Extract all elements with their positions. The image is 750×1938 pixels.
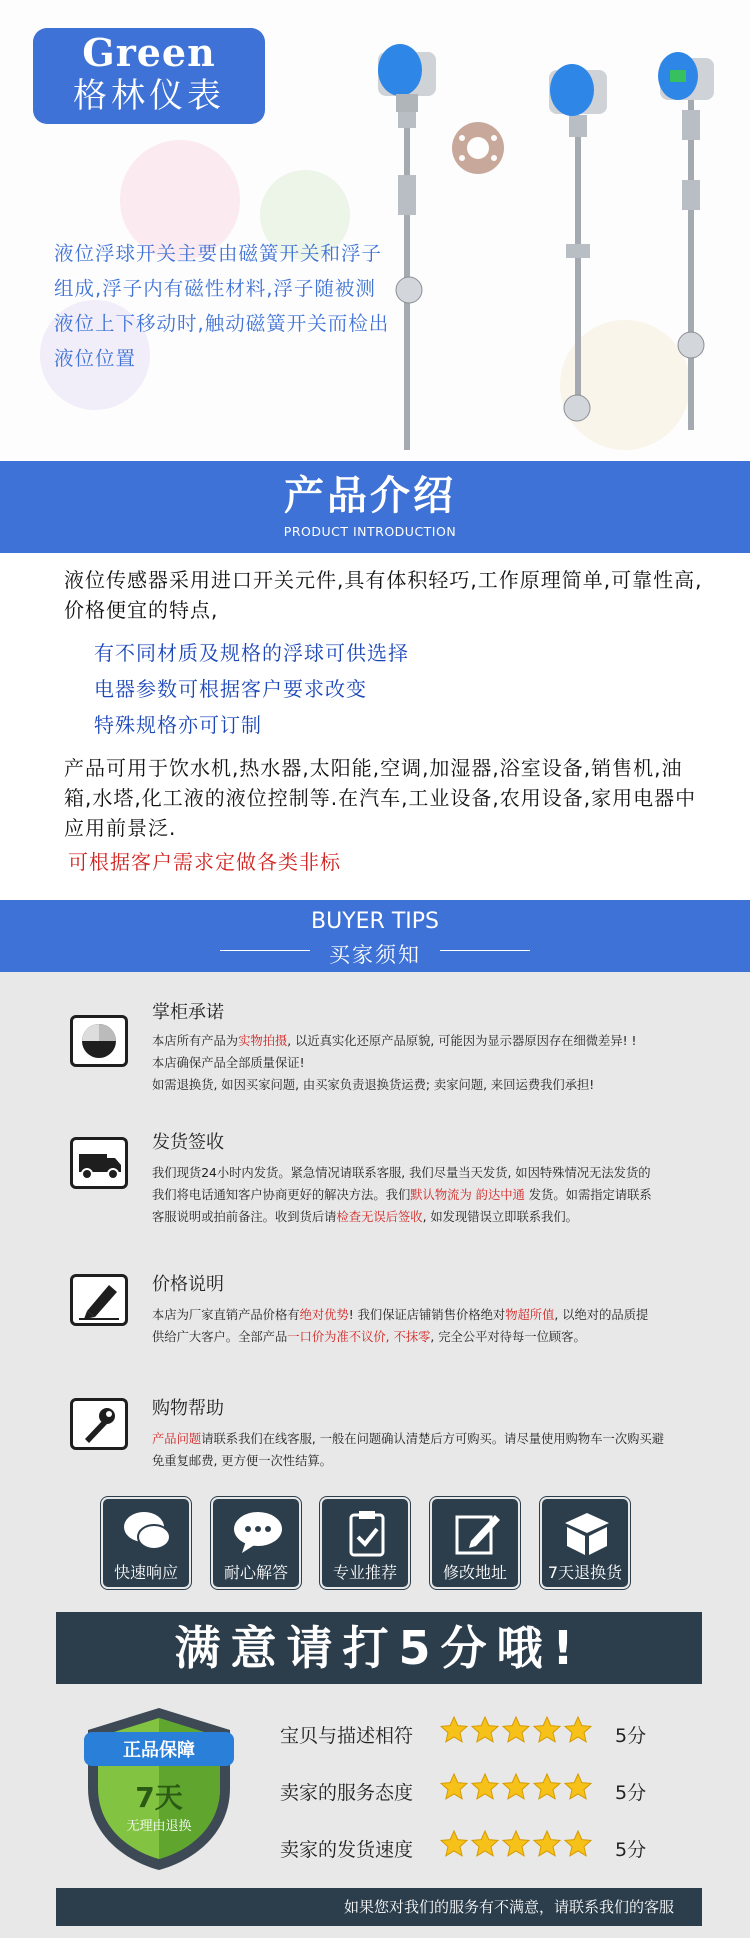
tip-text-segment: , 以近真实化还原产品原貌, 可能因为显示器原因存在细微差异! ! xyxy=(287,1034,637,1048)
highlight-text: 检查无误后签收 xyxy=(336,1210,423,1224)
star-icon xyxy=(441,1831,467,1856)
highlight-text: 物超所值 xyxy=(505,1308,555,1322)
service-return xyxy=(540,1497,630,1589)
tip-line xyxy=(152,1428,712,1450)
pen-icon xyxy=(70,1274,128,1326)
rating-banner: 满意请打5分哦! xyxy=(56,1612,702,1684)
shield-top-text: 正品保障 xyxy=(123,1740,195,1761)
float-switch-2 xyxy=(549,64,607,421)
star-icon xyxy=(503,1717,529,1742)
footer-contact-note: 如果您对我们的服务有不满意，请联系我们的客服 xyxy=(56,1888,702,1926)
tip-text-segment: 如需退换货, 如因买家问题, 由买家负责退换货运费; 卖家问题, 来回运费我们承担! xyxy=(152,1078,595,1092)
intro-header-cn: 产品介绍 xyxy=(284,473,456,519)
pie-chart-icon xyxy=(70,1015,128,1067)
rating-label: 卖家的发货速度 xyxy=(280,1839,414,1861)
brand-name-cn: 格林仪表 xyxy=(73,76,225,116)
highlight-text: 绝对优势 xyxy=(299,1308,349,1322)
tip-line xyxy=(152,1206,712,1228)
rating-label: 卖家的服务态度 xyxy=(280,1782,414,1804)
divider xyxy=(440,950,530,951)
intro-paragraph-1: 液位传感器采用进口开关元件,具有体积轻巧,工作原理简单,可靠性高,价格便宜的特点, xyxy=(64,568,703,622)
tip-line xyxy=(152,1326,712,1348)
section-header-buyer-tips xyxy=(0,900,750,972)
tip-line xyxy=(152,1030,712,1052)
star-icon xyxy=(503,1774,529,1799)
feature-item: 有不同材质及规格的浮球可供选择 xyxy=(94,641,409,665)
tip-text-segment: 我们将电话通知客户协商更好的解决方法。我们 xyxy=(152,1188,411,1202)
star-rating xyxy=(440,1772,600,1806)
service-recommend xyxy=(320,1497,410,1589)
service-edit-address xyxy=(430,1497,520,1589)
intro-header-tab xyxy=(272,469,468,553)
rating-row xyxy=(280,1715,680,1755)
tip-line xyxy=(152,1052,712,1074)
star-icon xyxy=(534,1774,560,1799)
star-icon xyxy=(441,1774,467,1799)
star-icon xyxy=(534,1717,560,1742)
tips-header-cn: 买家须知 xyxy=(329,943,421,967)
tip-text xyxy=(152,1030,712,1096)
flange-image xyxy=(452,122,504,174)
star-rating xyxy=(440,1715,600,1749)
divider xyxy=(220,950,310,951)
chat-bubbles-icon xyxy=(122,1509,174,1557)
tip-text-segment: 发货。如需指定请联系 xyxy=(524,1188,652,1202)
tip-text-segment: 本店所有产品为 xyxy=(152,1034,239,1048)
tip-text-segment: 本店为厂家直销产品价格有 xyxy=(152,1308,300,1322)
highlight-text: 一口价为准不议价, 不抹零 xyxy=(287,1330,431,1344)
tip-text xyxy=(152,1304,712,1348)
tips-header-en: BUYER TIPS xyxy=(311,909,439,934)
tip-text-segment: 客服说明或拍前备注。收到货后请 xyxy=(152,1210,337,1224)
star-icon xyxy=(534,1831,560,1856)
custom-note: 可根据客户需求定做各类非标 xyxy=(68,850,341,874)
star-icon xyxy=(565,1831,591,1856)
shield-bottom-text: 无理由退换 xyxy=(126,1819,192,1834)
tip-text-segment: 请联系我们在线客服, 一般在问题确认清楚后方可购买。请尽量使用购物车一次购买避 xyxy=(201,1432,665,1446)
star-icon xyxy=(472,1831,498,1856)
tip-text-segment: 本店确保产品全部质量保证! xyxy=(152,1056,305,1070)
star-icon xyxy=(441,1717,467,1742)
quality-shield-badge xyxy=(84,1704,234,1872)
highlight-text: 产品问题 xyxy=(152,1432,202,1446)
intro-paragraph-2: 产品可用于饮水机,热水器,太阳能,空调,加湿器,浴室设备,销售机,油箱,水塔,化工液的液位控制等.在汽车,工业设备,农用设备,家用电器中应用前景泛. xyxy=(64,756,697,840)
tip-text-segment: 免重复邮费, 更方便一次性结算。 xyxy=(152,1454,332,1468)
tip-text-segment: , 以绝对的品质提 xyxy=(554,1308,649,1322)
star-icon xyxy=(472,1717,498,1742)
speech-bubble-icon xyxy=(232,1509,284,1557)
product-introduction xyxy=(0,553,750,898)
tip-line xyxy=(152,1162,712,1184)
star-icon xyxy=(565,1717,591,1742)
highlight-text: 默认物流为 韵达中通 xyxy=(410,1188,525,1202)
service-label: 专业推荐 xyxy=(332,1563,397,1582)
rating-row xyxy=(280,1772,680,1812)
star-icon xyxy=(565,1774,591,1799)
star-icon xyxy=(503,1831,529,1856)
tip-title: 掌柜承诺 xyxy=(152,1002,224,1023)
rating-score: 5分 xyxy=(615,1839,647,1861)
tip-text xyxy=(152,1162,712,1228)
section-header-intro xyxy=(0,461,750,553)
float-switch-3 xyxy=(658,52,714,430)
star-icon xyxy=(472,1774,498,1799)
service-label: 快速响应 xyxy=(113,1563,178,1582)
rating-row xyxy=(280,1829,680,1869)
tip-title: 购物帮助 xyxy=(152,1398,224,1419)
service-label: 7天退换货 xyxy=(547,1563,623,1582)
box-icon xyxy=(561,1509,613,1557)
rating-score: 5分 xyxy=(615,1725,647,1747)
rating-score: 5分 xyxy=(615,1782,647,1804)
hero-description: 液位浮球开关主要由磁簧开关和浮子组成,浮子内有磁性材料,浮子随被测液位上下移动时,触动磁簧开关而检出液位位置 xyxy=(54,242,390,370)
brand-name-en: Green xyxy=(82,30,216,75)
float-switch-product-image xyxy=(0,0,750,460)
clipboard-check-icon xyxy=(341,1509,393,1557)
shield-mid-text: 7天 xyxy=(135,1781,183,1814)
tip-text-segment: 供给广大客户。全部产品 xyxy=(152,1330,288,1344)
rating-label: 宝贝与描述相符 xyxy=(280,1725,414,1747)
tip-line xyxy=(152,1074,712,1096)
wrench-icon xyxy=(70,1398,128,1450)
tip-text-segment: 我们现货24小时内发货。紧急情况请联系客服, 我们尽量当天发货, 如因特殊情况无法发货的 xyxy=(152,1166,651,1180)
service-label: 修改地址 xyxy=(442,1563,507,1582)
feature-item: 特殊规格亦可订制 xyxy=(94,713,262,737)
tip-text xyxy=(152,1428,712,1472)
hero-banner xyxy=(0,0,750,460)
truck-icon xyxy=(70,1137,128,1189)
service-label: 耐心解答 xyxy=(223,1563,288,1582)
service-patient-answer xyxy=(211,1497,301,1589)
tip-text-segment: , 如发现错误立即联系我们。 xyxy=(422,1210,578,1224)
feature-item: 电器参数可根据客户要求改变 xyxy=(94,677,367,701)
tip-line xyxy=(152,1304,712,1326)
tip-line xyxy=(152,1450,712,1472)
tip-text-segment: ! 我们保证店铺销售价格绝对 xyxy=(348,1308,506,1322)
tip-title: 价格说明 xyxy=(152,1274,224,1295)
tip-text-segment: , 完全公平对待每一位顾客。 xyxy=(430,1330,586,1344)
float-switch-1 xyxy=(378,44,436,450)
service-fast-response xyxy=(101,1497,191,1589)
star-rating xyxy=(440,1829,600,1863)
edit-icon xyxy=(451,1509,503,1557)
intro-header-en: PRODUCT INTRODUCTION xyxy=(283,524,457,539)
tip-title: 发货签收 xyxy=(152,1132,224,1153)
highlight-text: 实物拍摄 xyxy=(238,1034,288,1048)
tip-line xyxy=(152,1184,712,1206)
